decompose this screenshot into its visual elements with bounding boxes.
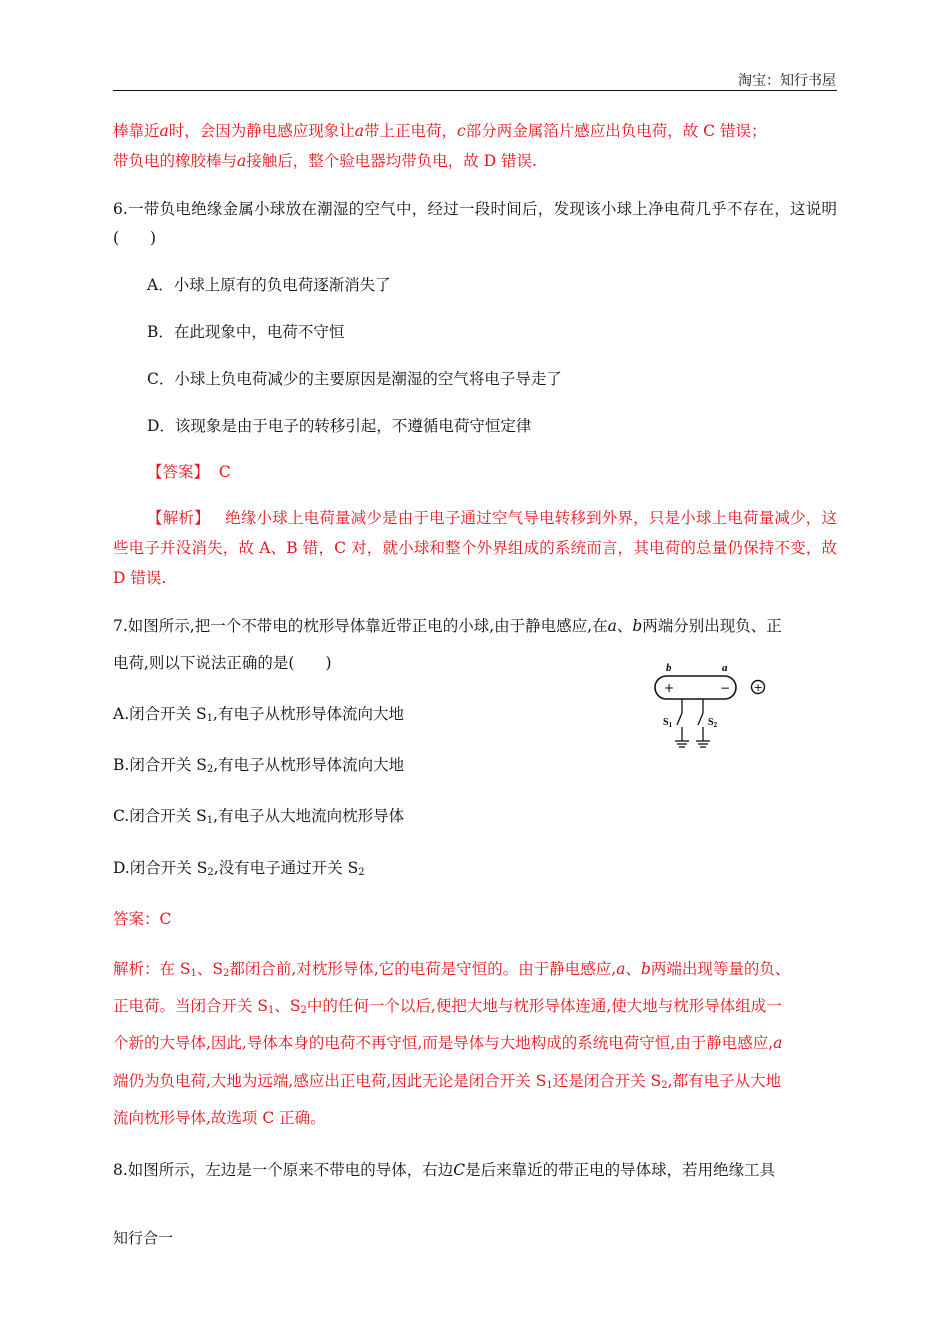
q7-stem-line-1: 7.如图所示,把一个不带电的枕形导体靠近带正电的小球,由于静电感应,在a、b两端分别出现负、正: [113, 617, 782, 635]
plus-charge: +: [664, 681, 675, 695]
q7-analysis-line-2: 正电荷。当闭合开关 $S_1$、$S_2$中的任何一个以后,便把大地与枕形导体连通,使大地与枕形导体组成一: [113, 997, 782, 1016]
switch-s2: [698, 713, 703, 725]
q7-analysis-line-5: 流向枕形导体,故选项 C 正确。: [113, 1109, 326, 1127]
q7-analysis-line-4: 端仍为负电荷,大地为远端,感应出正电荷,因此无论是闭合开关 $S_1$还是闭合开关 $S_2$,都有电子从大地: [113, 1072, 782, 1091]
label-s2: $S_2$: [708, 717, 718, 729]
q7-stem-line-2: 电荷,则以下说法正确的是( ): [113, 654, 332, 672]
footer-text: 知行合一: [113, 1229, 174, 1247]
q6-answer: [147, 457, 837, 488]
pillow-conductor-diagram: [648, 656, 778, 756]
answer-label: 【答案】: [147, 463, 210, 481]
q6-option-b: B．在此现象中，电荷不守恒: [147, 323, 345, 341]
prev-analysis-line-2: 带负电的橡胶棒与a接触后，整个验电器均带负电，故 D 错误.: [113, 152, 537, 170]
q7-answer: 答案：C: [113, 910, 172, 928]
q6-option-d: D．该现象是由于电子的转移引起，不遵循电荷守恒定律: [147, 417, 532, 435]
label-b: b: [666, 662, 672, 674]
ball-charge: +: [753, 681, 763, 694]
q6-option-a: A．小球上原有的负电荷逐渐消失了: [147, 276, 391, 294]
q7-figure: [648, 656, 778, 760]
q7-option-a: A.闭合开关 $S_1$,有电子从枕形导体流向大地: [113, 705, 404, 724]
header-divider: [113, 90, 837, 91]
q6-stem: 6.一带负电绝缘金属小球放在潮湿的空气中，经过一段时间后，发现该小球上净电荷几乎不存在，这说明( ): [113, 200, 837, 247]
q7-option-b: B.闭合开关 $S_2$,有电子从枕形导体流向大地: [113, 756, 405, 775]
q7-option-d: D.闭合开关 $S_2$,没有电子通过开关 $S_2$: [113, 859, 365, 878]
q8-stem: 8.如图所示，左边是一个原来不带电的导体，右边C是后来靠近的带正电的导体球，若用绝缘工具: [113, 1161, 776, 1179]
q6-analysis: 【解析】 绝缘小球上电荷量减少是由于电子通过空气导电转移到外界，只是小球上电荷量减少，这些电子并没消失，故 A、B 错，C 对，就小球和整个外界组成的系统而言，其电荷的总量仍保持不变，故 D 错误.: [113, 509, 837, 587]
q7-analysis-line-1: 解析：在 $S_1$、$S_2$都闭合前,对枕形导体,它的电荷是守恒的。由于静电感应,a、b两端出现等量的负、: [113, 960, 791, 979]
q6-option-c: C．小球上负电荷减少的主要原因是潮湿的空气将电子导走了: [147, 370, 562, 388]
prev-analysis-line-1: 棒靠近a时，会因为静电感应现象让a带上正电荷，c部分两金属箔片感应出负电荷，故 C 错误；: [113, 122, 767, 140]
minus-charge: −: [720, 681, 731, 695]
header-shop-label: 淘宝：知行书屋: [738, 73, 836, 89]
q7-option-c: C.闭合开关 $S_1$,有电子从大地流向枕形导体: [113, 807, 405, 826]
q7-analysis-line-3: 个新的大导体,因此,导体本身的电荷不再守恒,而是导体与大地构成的系统电荷守恒,由于静电感应,a: [113, 1034, 783, 1052]
label-a: a: [722, 662, 728, 674]
answer-value: C: [218, 463, 231, 481]
label-s1: $S_1$: [663, 717, 673, 729]
switch-s1: [677, 713, 682, 725]
